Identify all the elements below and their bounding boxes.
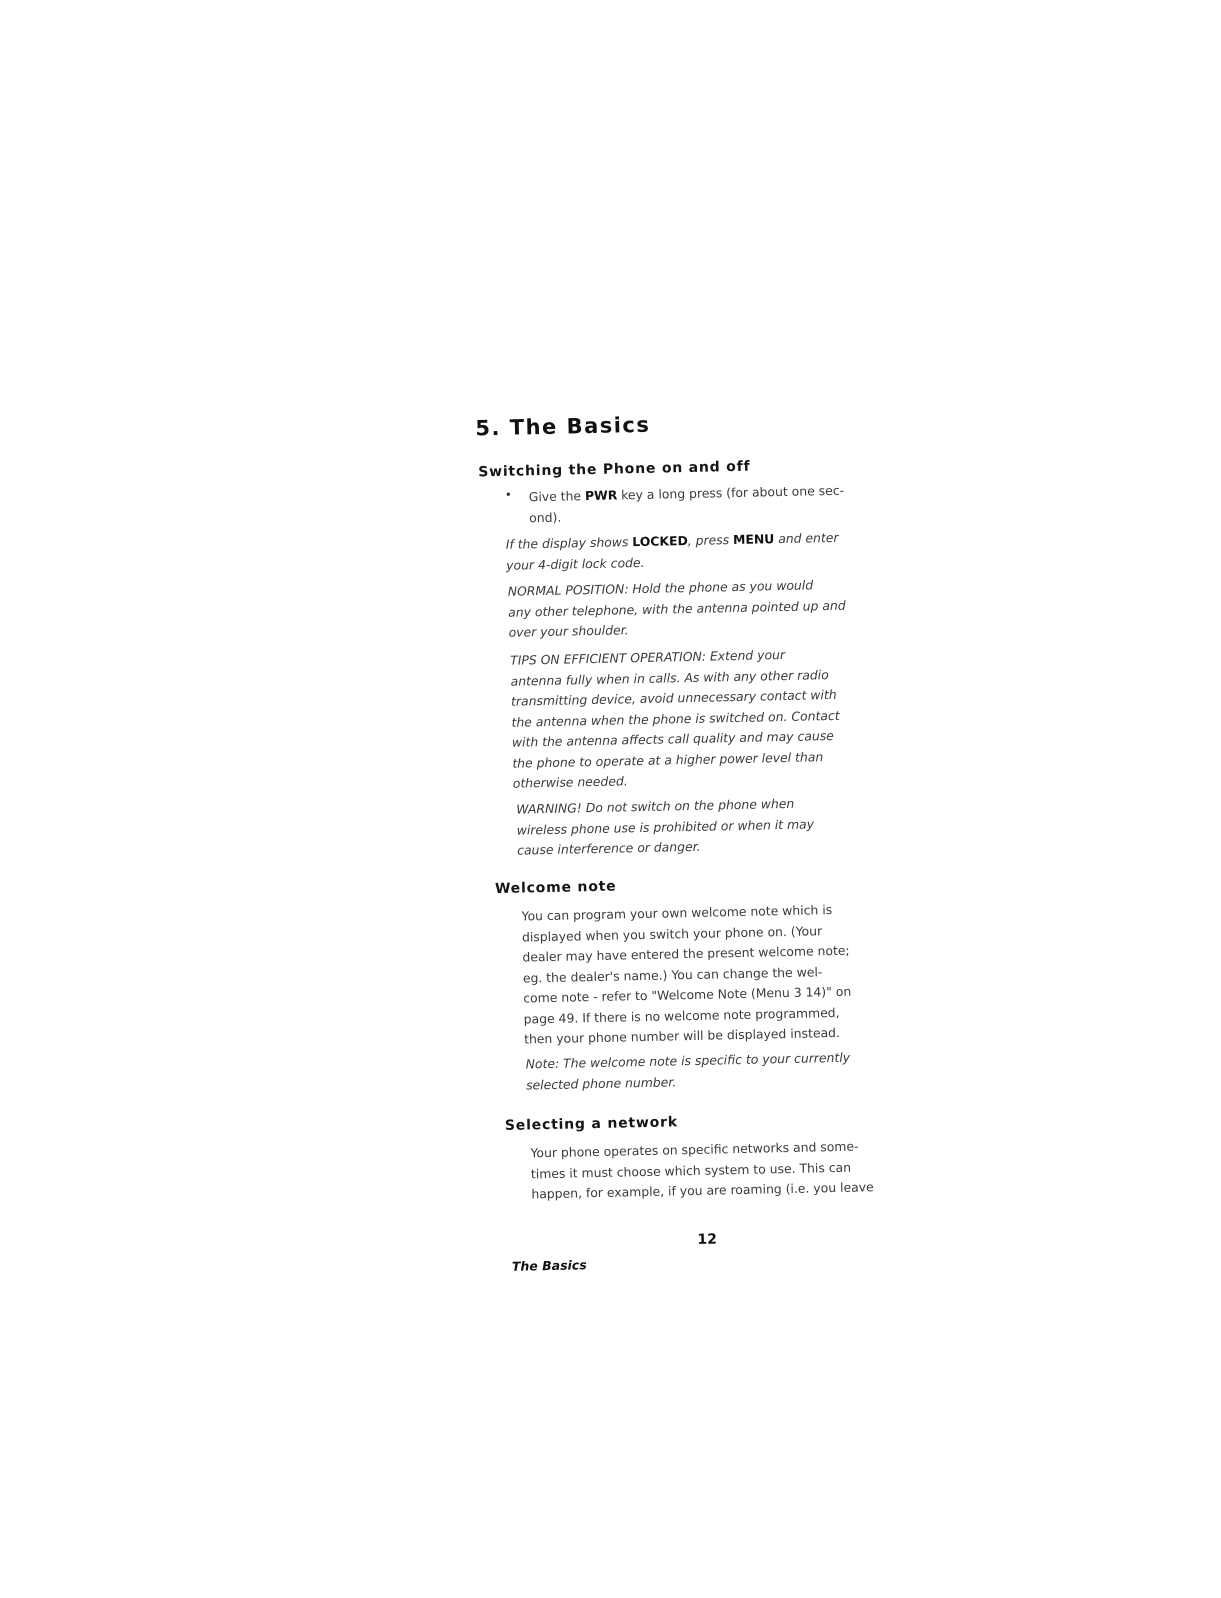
welcome-specific-note [525,1048,850,1096]
tips-line: transmitting device, avoid unnecessary contact with [510,686,837,709]
welcome-line: page 49. If there is no welcome note programmed, [523,1004,840,1027]
warning-line: WARNING! Do not switch on the phone when [516,795,795,817]
normal-position-line: any other telephone, with the antenna pointed up and [508,597,846,620]
running-footer-title: The Basics [511,1257,587,1274]
tips-line: otherwise needed. [512,773,628,791]
menu-key-label: MENU [732,531,775,548]
section-heading-welcome: Welcome note [494,878,617,898]
network-line: Your phone operates on specific networks and some- [530,1138,859,1161]
tips-line: the antenna when the phone is switched on. Contact [511,707,840,730]
welcome-line: displayed when you switch your phone on. (Your [521,922,823,945]
welcome-line: eg. the dealer's name.) You can change the wel- [522,963,823,986]
tips-line: the phone to operate at a higher power level than [512,748,824,771]
bullet-item-pwr [504,480,878,529]
welcome-line: then your phone number will be displayed instead. [523,1024,841,1047]
bullet-text-post: key a long press (for about one sec- [617,482,845,503]
network-line: times it must choose which system to use. This can [530,1159,852,1181]
welcome-note-paragraph [521,900,852,1050]
efficient-operation-tips [510,644,841,794]
normal-position-line: NORMAL POSITION: Hold the phone as you would [507,577,814,599]
welcome-line: come note - refer to "Welcome Note (Menu 3 14)" on [523,983,852,1006]
pwr-key-label: PWR [584,487,618,504]
welcome-line: dealer may have entered the present welcome note; [522,942,850,965]
network-paragraph [530,1136,874,1205]
locked-text-pre: If the display shows [505,534,633,552]
welcome-line: You can program your own welcome note which is [521,902,833,924]
warning-line: cause interference or danger. [517,838,701,858]
locked-line-2: your 4-digit lock code. [506,554,645,573]
warning-line: wireless phone use is prohibited or when it may [516,815,815,838]
bullet-text-pre: Give the [528,488,586,505]
note-line: selected phone number. [525,1073,677,1092]
section-heading-network: Selecting a network [504,1114,679,1134]
bullet-marker: • [504,487,512,502]
locked-display-label: LOCKED [632,532,688,550]
locked-text-post: and enter [774,529,839,547]
locked-text-mid: , press [687,532,734,548]
note-line: Note: The welcome note is specific to your currently [525,1049,851,1072]
normal-position-line: over your shoulder. [508,622,629,640]
tips-line: antenna fully when in calls. As with any other radio [510,666,829,689]
tips-line: with the antenna affects call quality and may cause [511,727,834,750]
warning-note [516,793,815,861]
tips-line: TIPS ON EFFICIENT OPERATION: Extend your [510,646,786,668]
page-number: 12 [697,1231,718,1248]
network-line: happen, for example, if you are roaming (i.e. you leave [531,1179,874,1202]
section-heading-switching: Switching the Phone on and off [478,458,751,481]
bullet-line-2: ond). [529,509,562,525]
locked-instruction [506,528,840,576]
normal-position-note [508,575,847,644]
chapter-title: 5. The Basics [475,412,651,441]
